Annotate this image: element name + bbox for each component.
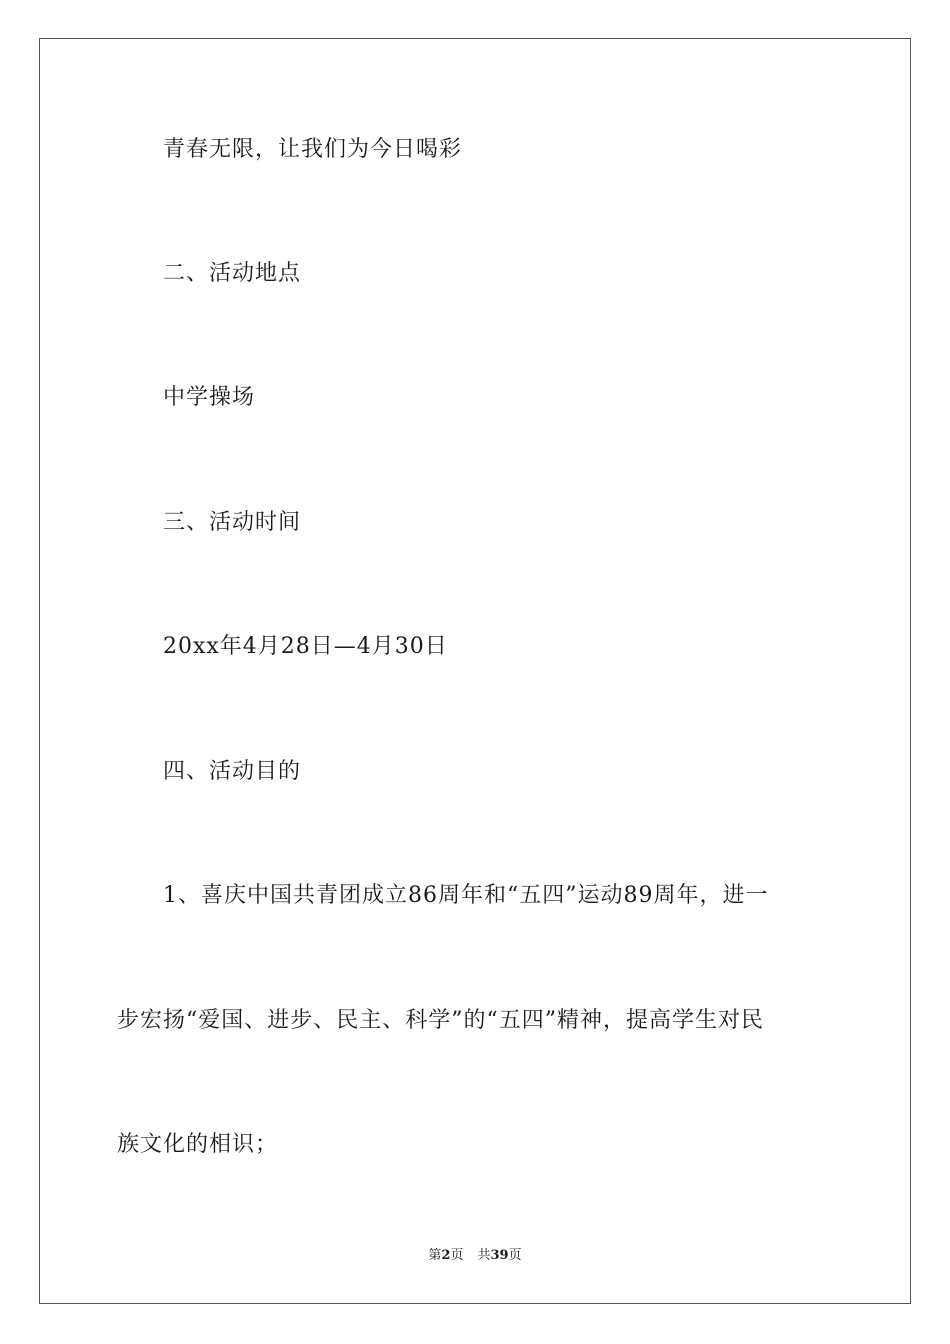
total-suffix: 页 xyxy=(508,1248,522,1263)
section-heading-time: 三、活动时间 xyxy=(163,510,302,535)
location-text: 中学操场 xyxy=(163,385,256,410)
purpose-paragraph-line-1: 1、喜庆中国共青团成立86周年和“五四”运动89周年，进一 xyxy=(163,883,769,908)
page-prefix: 第 xyxy=(428,1248,442,1263)
total-pages: 39 xyxy=(490,1248,509,1263)
purpose-paragraph-line-2: 步宏扬“爱国、进步、民主、科学”的“五四”精神，提高学生对民 xyxy=(117,1008,764,1033)
section-heading-purpose: 四、活动目的 xyxy=(163,759,302,784)
time-text: 20xx年4月28日—4月30日 xyxy=(163,634,448,659)
page-suffix: 页 xyxy=(450,1248,464,1263)
page-footer xyxy=(0,1248,950,1264)
purpose-paragraph-line-3: 族文化的相识； xyxy=(117,1132,279,1157)
total-prefix: 共 xyxy=(477,1248,491,1263)
page-border xyxy=(39,38,911,1304)
slogan-line: 青春无限，让我们为今日喝彩 xyxy=(163,137,463,162)
section-heading-location: 二、活动地点 xyxy=(163,261,302,286)
page-number: 2 xyxy=(441,1248,451,1263)
